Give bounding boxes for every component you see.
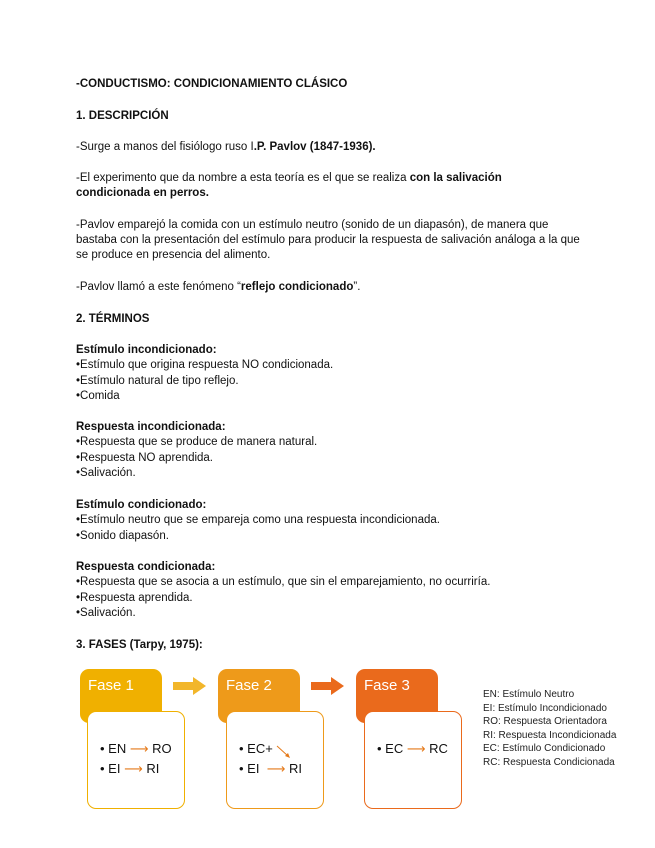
arrow-icon: ⟶ — [124, 761, 143, 776]
legend-item: EI: Estímulo Incondicionado — [483, 702, 607, 714]
phase-3-row-1: • EC ⟶ RC — [377, 741, 448, 756]
legend-item: EN: Estímulo Neutro — [483, 689, 575, 700]
legend-item: RO: Respuesta Orientadora — [483, 716, 607, 727]
list-item: • Respuesta aprendida. — [76, 591, 490, 607]
stimulus: EC+ — [247, 741, 273, 756]
phase-1-label: Fase 1 — [88, 677, 134, 694]
term-ec-title: Estímulo condicionado: — [76, 499, 207, 511]
phase-3-card — [364, 711, 462, 809]
p1-bold: .P. Pavlov (1847-1936). — [253, 141, 376, 153]
phase-3-label: Fase 3 — [364, 677, 410, 694]
list-item: • Salivación. — [76, 466, 317, 482]
legend-item: EC: Estímulo Condicionado — [483, 743, 606, 754]
term-rc-list — [76, 575, 490, 622]
list-item: • Estímulo natural de tipo reflejo. — [76, 374, 333, 390]
term-ei-list — [76, 358, 333, 405]
p1-text: -Surge a manos del fisiólogo ruso I — [76, 141, 254, 153]
phase-2-card — [226, 711, 324, 809]
p4-end: ”. — [353, 281, 361, 293]
p4-bold: reflejo condicionado — [240, 281, 354, 293]
legend-item: RC: Respuesta Condicionada — [483, 756, 615, 768]
term-ri-list — [76, 435, 317, 482]
phase-2-row-2: • EI ⟶ RI — [239, 761, 302, 776]
list-item: • Estímulo que origina respuesta NO condicionada. — [76, 358, 333, 374]
paragraph-2 — [76, 171, 546, 201]
stimulus: EI — [247, 761, 260, 776]
paragraph-1 — [76, 140, 376, 155]
legend-item: RI: Respuesta Incondicionada — [483, 729, 617, 741]
paragraph-4 — [76, 280, 360, 295]
list-item: • Comida — [76, 389, 333, 405]
legend — [483, 688, 616, 769]
phase-2-label: Fase 2 — [226, 677, 272, 694]
response: RI — [146, 761, 160, 776]
term-rc-title: Respuesta condicionada: — [76, 561, 216, 573]
term-ei-title: Estímulo incondicionado: — [76, 344, 217, 356]
list-item: • Respuesta que se asocia a un estímulo, que sin el emparejamiento, no ocurriría. — [76, 575, 490, 591]
list-item: • Salivación. — [76, 606, 490, 622]
section2-heading: 2. TÉRMINOS — [76, 313, 150, 325]
section1-heading: 1. DESCRIPCIÓN — [76, 110, 169, 122]
p4-text: -Pavlov llamó a este fenómeno “ — [76, 281, 241, 293]
stimulus: EN — [108, 741, 127, 756]
arrow-right-icon — [173, 677, 209, 695]
arrow-icon: ⟶ — [129, 741, 149, 756]
p2-text: -El experimento que da nombre a esta teoría es el que se realiza — [76, 172, 410, 184]
list-item: • Sonido diapasón. — [76, 529, 440, 545]
arrow-icon: ⟶ — [406, 741, 426, 756]
term-ec-list — [76, 513, 440, 544]
list-item: • Respuesta NO aprendida. — [76, 451, 317, 467]
diagonal-arrow-icon — [276, 745, 292, 759]
phase-1-row-2: • EI ⟶ RI — [100, 761, 160, 776]
response: RI — [288, 761, 302, 776]
phase-1-card — [87, 711, 185, 809]
doc-title: -CONDUCTISMO: CONDICIONAMIENTO CLÁSICO — [76, 78, 348, 90]
term-ri-title: Respuesta incondicionada: — [76, 421, 226, 433]
response: RC — [429, 741, 448, 756]
arrow-icon: ⟶ — [266, 761, 286, 776]
list-item: • Respuesta que se produce de manera natural. — [76, 435, 317, 451]
arrow-right-icon — [311, 677, 347, 695]
paragraph-3: -Pavlov emparejó la comida con un estímulo neutro (sonido de un diapasón), de manera que bastaba con la presentación del estímulo para producir la respuesta de salivación análoga a la que se produce en presencia del alimento. — [76, 219, 580, 261]
p2-bold: con la salivación condicionada en perros. — [76, 172, 502, 199]
phase-2-row-1: • EC+ — [239, 741, 292, 759]
list-item: • Estímulo neutro que se empareja como una respuesta incondicionada. — [76, 513, 440, 529]
stimulus: EC — [385, 741, 404, 756]
stimulus: EI — [108, 761, 121, 776]
section3-heading: 3. FASES (Tarpy, 1975): — [76, 639, 203, 651]
phase-1-row-1: • EN ⟶ RO — [100, 741, 172, 756]
response: RO — [152, 741, 172, 756]
